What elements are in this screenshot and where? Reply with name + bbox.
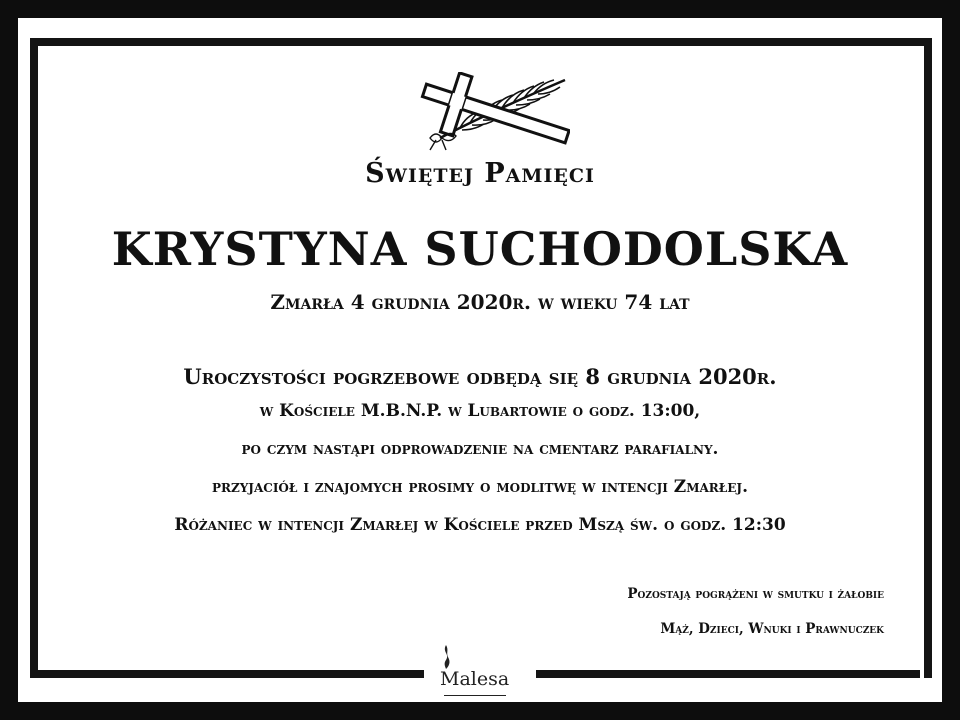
mourners-line: Pozostają pogrążeni w smutku i żałobie: [627, 586, 884, 602]
deceased-name: KRYSTYNA SUCHODOLSKA: [111, 222, 849, 276]
logo-text: Malesa: [440, 668, 510, 690]
frame-bottom-left: [30, 670, 424, 678]
frame-bottom-right: [536, 670, 920, 678]
funeral-line: po czym nastąpi odprowadzenie na cmentarz parafialny.: [241, 439, 719, 459]
logo-underline: [444, 695, 506, 696]
cross-with-palm-icon: [400, 72, 570, 152]
obituary-page: [18, 18, 942, 702]
date-of-death-line: Zmarła 4 grudnia 2020r. w wieku 74 lat: [270, 290, 690, 314]
company-logo: [432, 642, 528, 692]
heading-in-memory: Świętej Pamięci: [365, 158, 595, 189]
mourners-line: Mąż, Dzieci, Wnuki i Prawnuczek: [660, 621, 884, 637]
funeral-line: w Kościele M.B.N.P. w Lubartowie o godz. 13:00,: [259, 401, 701, 421]
funeral-line: Różaniec w intencji Zmarłej w Kościele przed Mszą św. o godz. 12:30: [174, 515, 786, 535]
funeral-line: przyjaciół i znajomych prosimy o modlitwę w intencji Zmarłej.: [211, 477, 749, 497]
flame-icon: [440, 644, 452, 670]
funeral-line: Uroczystości pogrzebowe odbędą się 8 grudnia 2020r.: [183, 364, 777, 389]
